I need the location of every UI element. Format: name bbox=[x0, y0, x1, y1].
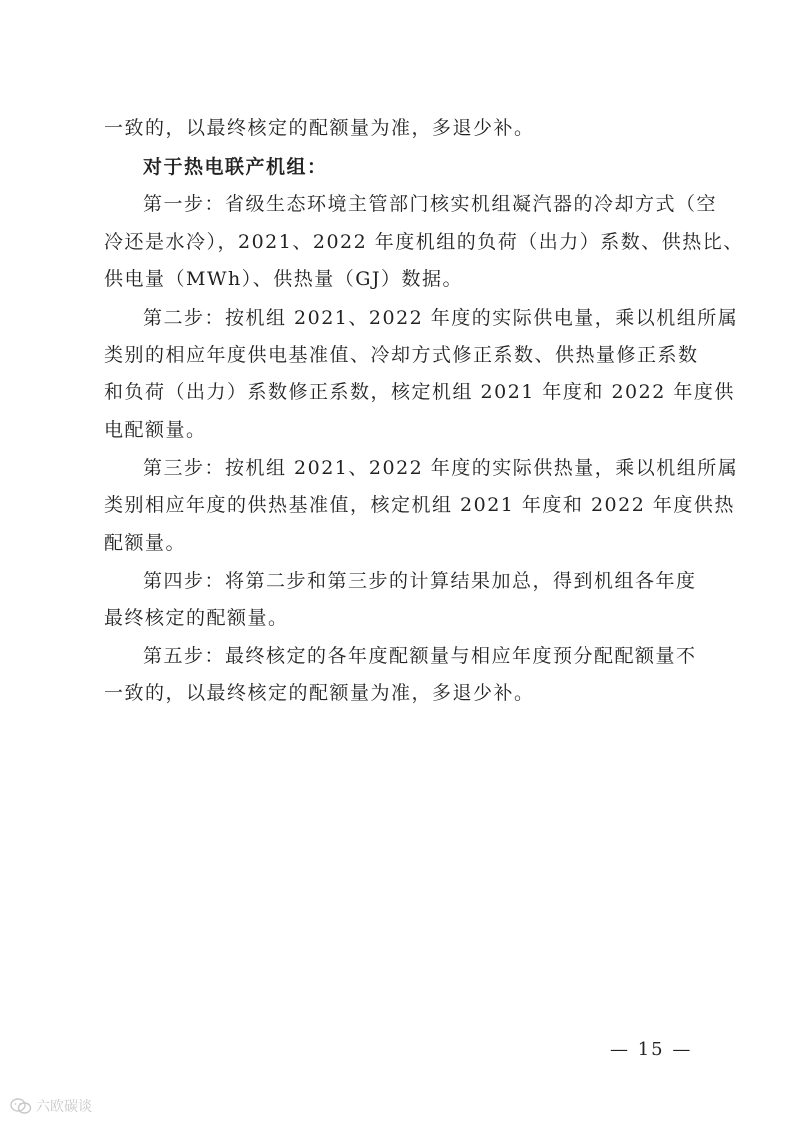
paragraph-line: 一致的，以最终核定的配额量为准，多退少补。 bbox=[104, 117, 535, 139]
paragraph-line: 供电量（MWh）、供热量（GJ）数据。 bbox=[104, 268, 464, 290]
paragraph-line: 电配额量。 bbox=[104, 419, 207, 441]
paragraph-line: 第三步：按机组 2021、2022 年度的实际供热量，乘以机组所属 bbox=[143, 457, 739, 479]
paragraph-line: 一致的，以最终核定的配额量为准，多退少补。 bbox=[104, 682, 535, 704]
paragraph-line: 第四步：将第二步和第三步的计算结果加总，得到机组各年度 bbox=[143, 570, 697, 592]
wechat-logo-icon bbox=[10, 1097, 32, 1115]
paragraph-line: 和负荷（出力）系数修正系数，核定机组 2021 年度和 2022 年度供 bbox=[104, 381, 735, 403]
paragraph-line: 类别的相应年度供电基准值、冷却方式修正系数、供热量修正系数 bbox=[104, 344, 699, 366]
watermark-text: 六欧碳谈 bbox=[36, 1099, 92, 1115]
paragraph-line: 最终核定的配额量。 bbox=[104, 607, 289, 629]
paragraph-line: 配额量。 bbox=[104, 532, 187, 554]
watermark bbox=[10, 1096, 92, 1116]
paragraph-line: 类别相应年度的供热基准值，核定机组 2021 年度和 2022 年度供热 bbox=[104, 494, 735, 516]
paragraph-line: 第五步：最终核定的各年度配额量与相应年度预分配配额量不 bbox=[143, 645, 697, 667]
paragraph-line: 第一步：省级生态环境主管部门核实机组凝汽器的冷却方式（空 bbox=[143, 193, 718, 215]
page-number: — 15 — bbox=[610, 1039, 693, 1060]
section-heading: 对于热电联产机组： bbox=[143, 156, 328, 178]
paragraph-line: 冷还是水冷），2021、2022 年度机组的负荷（出力）系数、供热比、 bbox=[104, 231, 744, 253]
paragraph-line: 第二步：按机组 2021、2022 年度的实际供电量，乘以机组所属 bbox=[143, 307, 739, 329]
